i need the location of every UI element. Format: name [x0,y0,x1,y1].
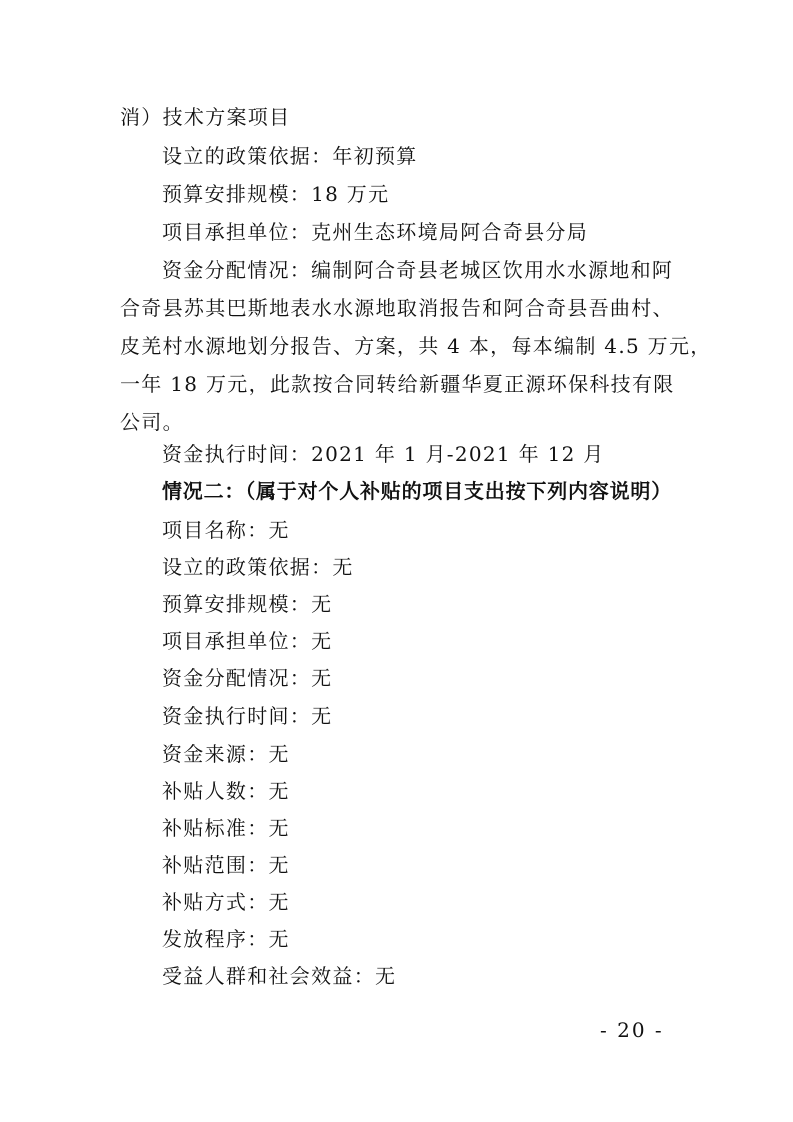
paragraph-line: 皮羌村水源地划分报告、方案，共 4 本，每本编制 4.5 万元， [120,334,712,358]
field-line: 发放程序：无 [162,927,290,951]
field-line: 设立的政策依据：无 [162,555,354,579]
field-line: 资金来源：无 [162,742,290,766]
paragraph-line: 一年 18 万元，此款按合同转给新疆华夏正源环保科技有限 [120,372,675,396]
paragraph-line: 资金执行时间：2021 年 1 月-2021 年 12 月 [162,442,605,466]
field-line: 补贴人数：无 [162,779,290,803]
section-heading: 情况二：（属于对个人补贴的项目支出按下列内容说明） [162,479,672,503]
paragraph-line: 项目承担单位：克州生态环境局阿合奇县分局 [162,220,588,244]
field-line: 受益人群和社会效益：无 [162,964,397,988]
field-line: 项目名称：无 [162,518,290,542]
paragraph-line: 公司。 [120,410,184,434]
paragraph-line: 设立的政策依据：年初预算 [162,144,418,168]
field-line: 项目承担单位：无 [162,629,333,653]
page-number: - 20 - [600,1018,664,1042]
paragraph-line: 资金分配情况：编制阿合奇县老城区饮用水水源地和阿 [162,258,674,282]
field-line: 补贴范围：无 [162,853,290,877]
field-line: 补贴标准：无 [162,816,290,840]
field-line: 资金分配情况：无 [162,666,333,690]
field-line: 资金执行时间：无 [162,704,333,728]
field-line: 预算安排规模：无 [162,592,333,616]
field-line: 补贴方式：无 [162,890,290,914]
paragraph-line: 消）技术方案项目 [120,105,291,129]
paragraph-line: 合奇县苏其巴斯地表水水源地取消报告和阿合奇县吾曲村、 [120,296,674,320]
paragraph-line: 预算安排规模：18 万元 [162,182,390,206]
